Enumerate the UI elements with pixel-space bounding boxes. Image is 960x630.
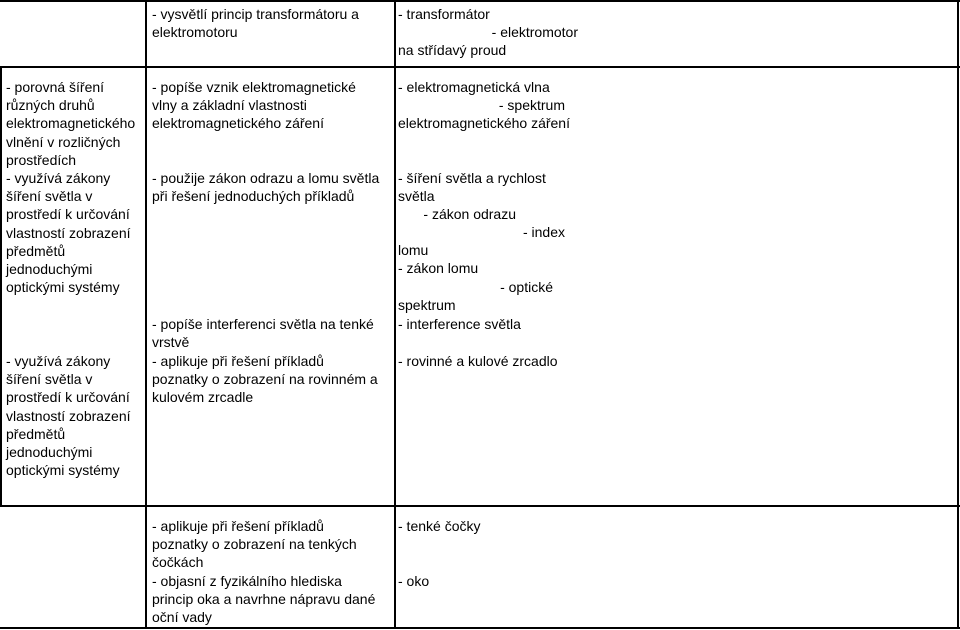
table-cell: - aplikuje při řešení příkladů poznatky o zobrazení na tenkých čočkách (152, 518, 357, 571)
table-cell: - elektromagnetická vlna (398, 79, 550, 95)
table-cell: elektromagnetického záření (398, 115, 570, 131)
table-cell: - šíření světla a rychlost světla (398, 170, 546, 205)
table-cell: - využívá zákony šíření světla v prostředí k určování vlastností zobrazení předmětů jednoduchými optickými systémy (6, 170, 131, 296)
table-cell: - rovinné a kulové zrcadlo (398, 353, 558, 369)
table-cell: - využívá zákony šíření světla v prostředí k určování vlastností zobrazení předmětů jednoduchými optickými systémy (6, 353, 131, 479)
table-cell: - zákon odrazu (423, 206, 516, 222)
table-cell: lomu - zákon lomu (398, 242, 479, 277)
table-cell: - porovná šíření různých druhů elektromagnetického vlnění v rozličných prostředích (6, 79, 136, 168)
table-row-divider (0, 66, 960, 68)
table-cell: na střídavý proud (398, 42, 507, 58)
table-cell: spektrum (398, 297, 456, 313)
table-cell: - index (522, 224, 565, 240)
table-cell: - popíše vznik elektromagnetické vlny a základní vlastnosti elektromagnetického záření (152, 79, 356, 132)
table-cell: - transformátor (398, 6, 490, 22)
table-cell: - interference světla (398, 316, 521, 332)
table-cell: - tenké čočky (398, 518, 481, 534)
table-cell: - aplikuje při řešení příkladů poznatky o zobrazení na rovinném a kulovém zrcadle (152, 353, 378, 406)
table-cell: - objasní z fyzikálního hlediska princip oka a navrhne nápravu dané oční vady (152, 573, 376, 626)
table-column-divider (394, 0, 396, 629)
table-cell: - oko (398, 573, 430, 589)
table-border-top (0, 0, 960, 2)
table-cell: - popíše interferenci světla na tenké vrstvě (152, 316, 374, 351)
table-row-divider (0, 505, 960, 507)
table-border-right (957, 0, 959, 629)
table-cell: - optické (500, 279, 553, 295)
table-cell: - elektromotor (491, 24, 578, 40)
table-cell: - vysvětlí princip transformátoru a elektromotoru (152, 6, 359, 41)
table-cell: - použije zákon odrazu a lomu světla při řešení jednoduchých příkladů (152, 170, 380, 205)
table-border-left (0, 66, 2, 505)
table-column-divider (145, 0, 147, 629)
table-cell: - spektrum (498, 97, 565, 113)
table-border-bottom (0, 627, 960, 629)
